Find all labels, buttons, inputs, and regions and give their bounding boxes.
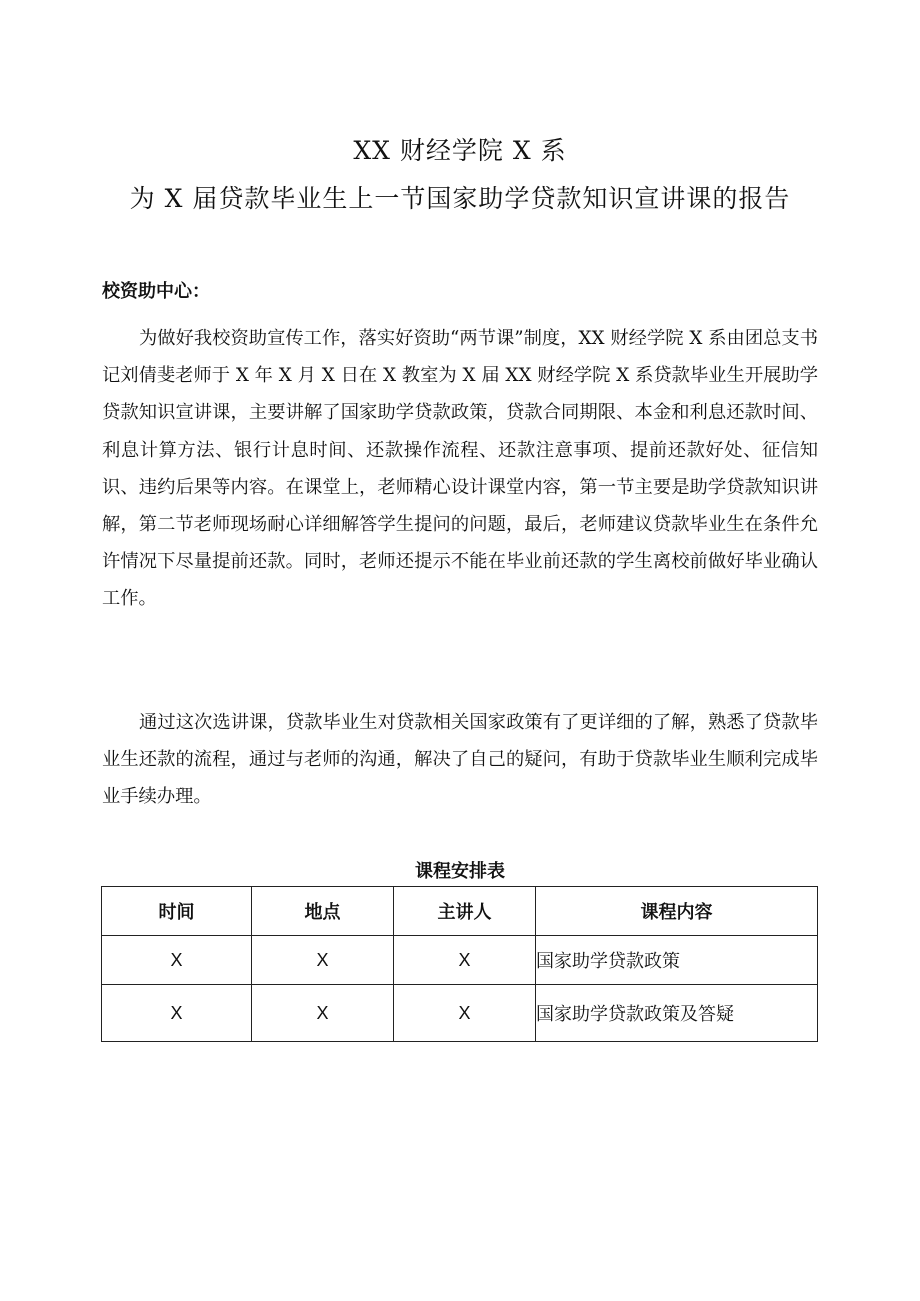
table-header-row xyxy=(102,887,818,936)
cell-location: X xyxy=(252,985,394,1042)
table-row xyxy=(102,985,818,1042)
table-row xyxy=(102,936,818,985)
cell-course-content: 国家助学贷款政策 xyxy=(536,936,818,985)
body-paragraph-1: 为做好我校资助宣传工作，落实好资助“两节课”制度，XX 财经学院 X 系由团总支书记刘倩斐老师于 X 年 X 月 X 日在 X 教室为 X 届 XX 财经学院 X 系贷款毕业生开展助学贷款知识宣讲课，主要讲解了国家助学贷款政策，贷款合同期限、本金和利息还款时间、利息计算方法、银行计息时间、还款操作流程、还款注意事项、提前还款好处、征信知识、违约后果等内容。在课堂上，老师精心设计课堂内容，第一节主要是助学贷款知识讲解，第二节老师现场耐心详细解答学生提问的问题，最后，老师建议贷款毕业生在条件允许情况下尽量提前还款。同时，老师还提示不能在毕业前还款的学生离校前做好毕业确认工作。 xyxy=(102,328,818,610)
salutation: 校资助中心： xyxy=(102,281,210,302)
header-time: 时间 xyxy=(102,887,252,936)
header-course-content: 课程内容 xyxy=(536,887,818,936)
cell-lecturer: X xyxy=(394,985,536,1042)
cell-lecturer: X xyxy=(394,936,536,985)
schedule-table xyxy=(101,886,818,1042)
body-paragraph-2: 通过这次选讲课，贷款毕业生对贷款相关国家政策有了更详细的了解，熟悉了贷款毕业生还款的流程，通过与老师的沟通，解决了自己的疑问，有助于贷款毕业生顺利完成毕业手续办理。 xyxy=(102,712,818,808)
cell-time: X xyxy=(102,985,252,1042)
cell-location: X xyxy=(252,936,394,985)
report-title-line2: 为 X 届贷款毕业生上一节国家助学贷款知识宣讲课的报告 xyxy=(129,184,791,213)
header-lecturer: 主讲人 xyxy=(394,887,536,936)
cell-course-content: 国家助学贷款政策及答疑 xyxy=(536,985,818,1042)
header-location: 地点 xyxy=(252,887,394,936)
table-caption: 课程安排表 xyxy=(415,861,505,882)
cell-time: X xyxy=(102,936,252,985)
report-title-line1: XX 财经学院 X 系 xyxy=(353,136,567,165)
